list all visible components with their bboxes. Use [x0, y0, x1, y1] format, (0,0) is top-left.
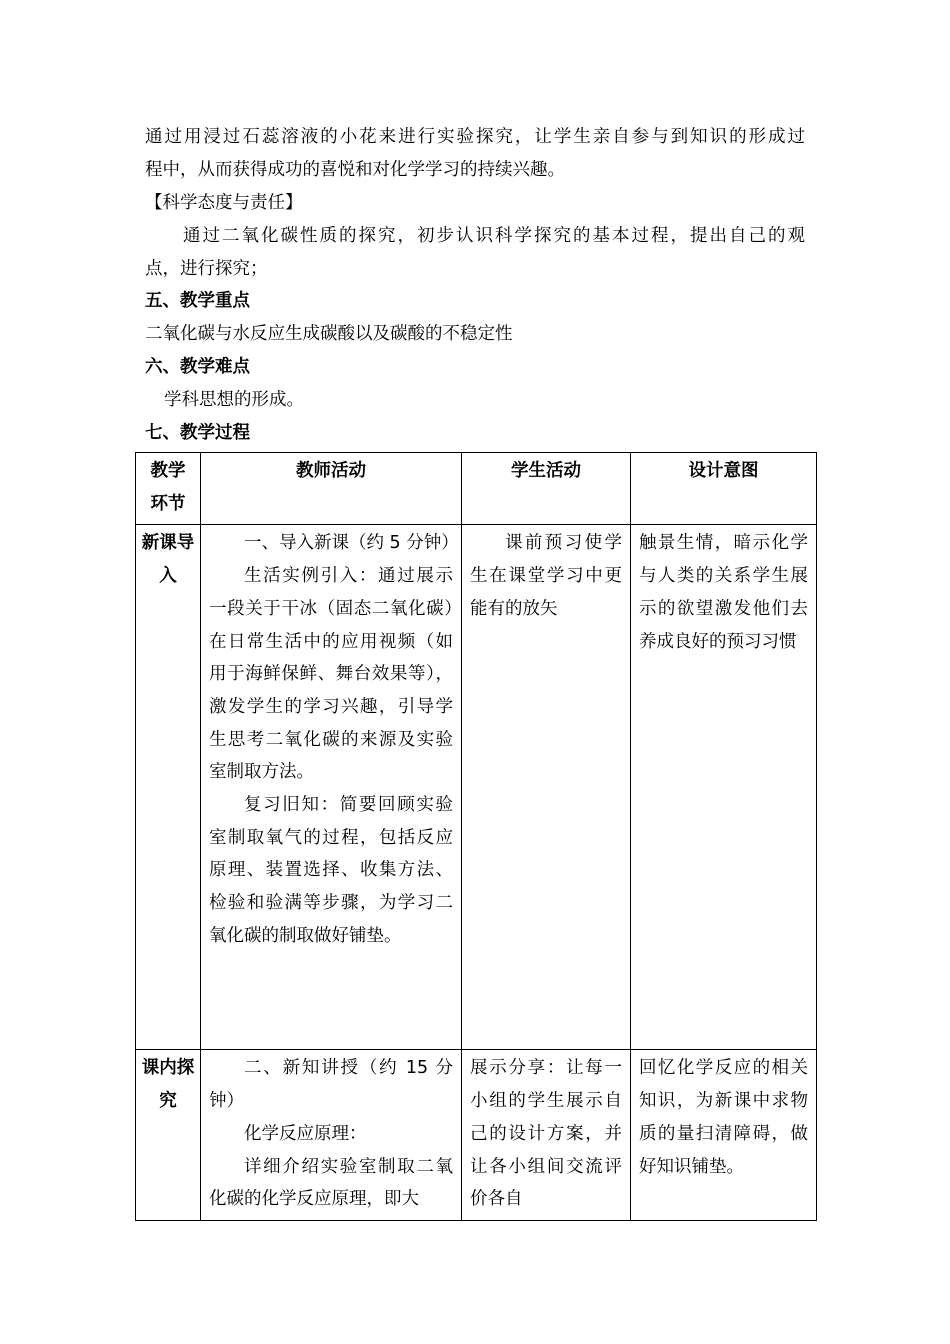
intro-line-2: 程中，从而获得成功的喜悦和对化学学习的持续兴趣。 [145, 160, 565, 180]
attitude-line-2: 点，进行探究； [145, 259, 268, 279]
difficulties-text: 学科思想的形成。 [164, 390, 304, 410]
design-intent-cell [631, 1050, 817, 1221]
attitude-line-1: 通过二氧化碳性质的探究，初步认识科学探究的基本过程，提出自己的观 [183, 226, 805, 246]
key-points-heading: 五、教学重点 [145, 291, 250, 311]
intro-line-1: 通过用浸过石蕊溶液的小花来进行实验探究，让学生亲自参与到知识的形成过 [145, 127, 805, 147]
stage-cell: 课内探究 [136, 1050, 201, 1221]
teacher-paragraph: 二、新知讲授（约 15 分钟） [209, 1058, 453, 1112]
key-points-text: 二氧化碳与水反应生成碳酸以及碳酸的不稳定性 [145, 324, 513, 344]
intent-paragraph: 触景生情，暗示化学与人类的关系学生展示的欲望激发他们去养成良好的预习习惯 [639, 533, 808, 652]
table-header-row [136, 453, 817, 525]
student-paragraph: 展示分享：让每一小组的学生展示自己的设计方案，并让各小组间交流评价各自 [470, 1058, 622, 1210]
header-design-intent: 设计意图 [631, 453, 817, 525]
stage-cell: 新课导入 [136, 525, 201, 1050]
design-intent-cell [631, 525, 817, 1050]
student-paragraph: 课前预习使学生在课堂学习中更能有的放矢 [470, 533, 622, 619]
header-student-activity: 学生活动 [462, 453, 631, 525]
teacher-activity-cell [201, 525, 462, 1050]
intent-paragraph: 回忆化学反应的相关知识，为新课中求物质的量扫清障碍，做好知识铺垫。 [639, 1058, 808, 1177]
student-activity-cell [462, 525, 631, 1050]
teacher-paragraph: 化学反应原理： [244, 1123, 367, 1144]
teacher-paragraph: 一、导入新课（约 5 分钟） [244, 533, 459, 554]
teaching-process-table [135, 452, 817, 1221]
difficulties-heading: 六、教学难点 [145, 357, 250, 377]
table-row [136, 1050, 817, 1221]
attitude-heading: 【科学态度与责任】 [145, 193, 303, 213]
teacher-paragraph: 详细介绍实验室制取二氧化碳的化学反应原理，即大 [209, 1156, 453, 1210]
student-activity-cell [462, 1050, 631, 1221]
header-stage: 教学环节 [136, 453, 201, 525]
header-teacher-activity: 教师活动 [201, 453, 462, 525]
table-row [136, 525, 817, 1050]
teacher-activity-cell [201, 1050, 462, 1221]
teacher-paragraph: 复习旧知：简要回顾实验室制取氧气的过程，包括反应原理、装置选择、收集方法、检验和验满等步骤，为学习二氧化碳的制取做好铺垫。 [209, 795, 453, 946]
teacher-paragraph: 生活实例引入：通过展示一段关于干冰（固态二氧化碳）在日常生活中的应用视频（如用于海鲜保鲜、舞台效果等），激发学生的学习兴趣，引导学生思考二氧化碳的来源及实验室制取方法。 [209, 566, 453, 783]
process-heading: 七、教学过程 [145, 423, 250, 443]
